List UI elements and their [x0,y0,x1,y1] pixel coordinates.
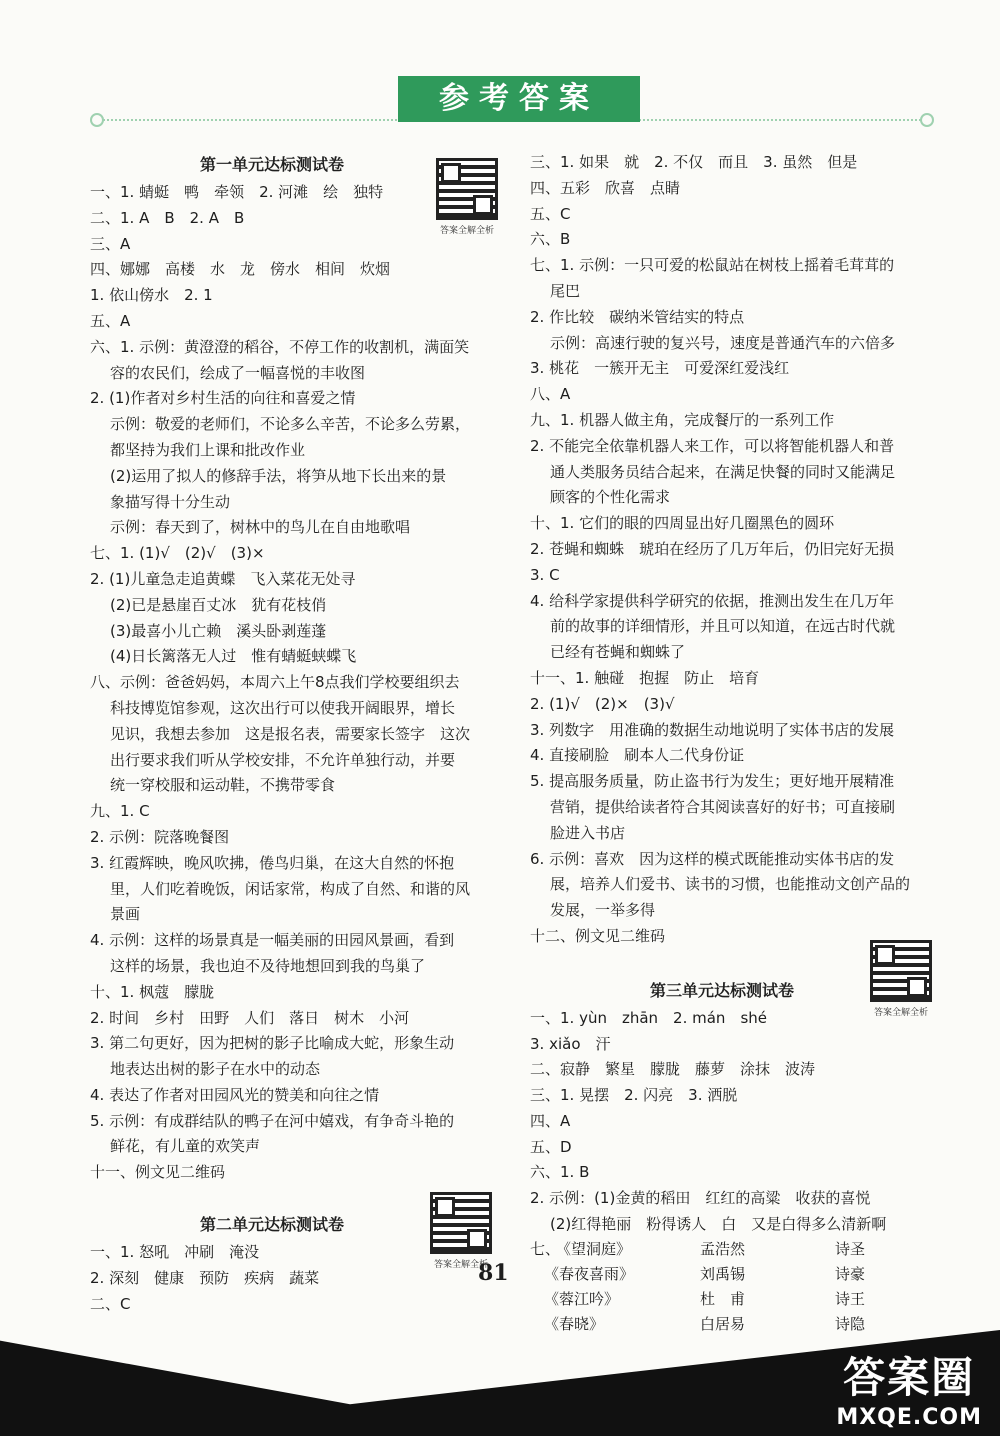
answer-line: 十二、例文见二维码 [530,926,666,945]
poet-title: 诗王 [835,1289,866,1308]
answer-line: 五、C [530,204,571,223]
qr-code-unit2[interactable] [430,1192,492,1254]
answer-line: 景画 [110,905,141,924]
answer-line: (2)已是悬崖百丈冰 犹有花枝俏 [110,595,327,614]
answer-line: 2. 示例：(1)金黄的稻田 红红的高粱 收获的喜悦 [530,1189,871,1208]
qr-label-unit3: 答案全解全析 [873,1008,928,1018]
header-rule-end-right [920,113,934,127]
answer-line: (4)日长篱落无人过 惟有蜻蜓蛱蝶飞 [110,647,357,666]
answer-line: 3. 第二句更好，因为把树的影子比喻成大蛇，形象生动 [90,1034,455,1053]
answer-line: (3)最喜小儿亡赖 溪头卧剥莲蓬 [110,621,327,640]
answer-line: 十一、例文见二维码 [90,1163,226,1182]
answer-line: 九、1. 机器人做主角，完成餐厅的一系列工作 [530,410,835,429]
answer-line: 5. 提高服务质量，防止盗书行为发生；更好地开展精准 [530,772,895,791]
answer-line: 4. 直接刷脸 刷本人二代身份证 [530,746,745,765]
poem-matching [530,1238,942,1342]
unit1-title: 第一单元达标测试卷 [200,155,345,174]
answer-line: 一、1. 蜻蜓 鸭 牵领 2. 河滩 绘 独特 [90,183,384,201]
answer-line: 都坚持为我们上课和批改作业 [110,440,306,459]
answer-line: 六、1. 示例：黄澄澄的稻谷，不停工作的收割机，满面笑 [90,337,470,356]
answer-line: 3. 桃花 一簇开无主 可爱深红爱浅红 [530,359,790,378]
answer-line: 六、1. B [530,1163,590,1182]
answer-line: 二、1. A B 2. A B [90,208,245,227]
answer-line: 2. (1)作者对乡村生活的向往和喜爱之情 [90,389,356,408]
answer-line: (2)运用了拟人的修辞手法，将笋从地下长出来的景 [110,466,447,485]
answer-line: 示例：高速行驶的复兴号，速度是普通汽车的六倍多 [550,333,896,352]
answer-line: 六、B [530,230,571,249]
answer-line: 2. 苍蝇和蜘蛛 琥珀在经历了几万年后，仍旧完好无损 [530,539,895,558]
answer-line: 十、1. 枫蔻 朦胧 [90,982,215,1001]
answer-line: 尾巴 [550,281,581,300]
answer-line: 见识，我想去参加 这是报名表，需要家长签字 这次 [110,724,471,743]
poem-title: 《望洞庭》 [556,1239,632,1258]
poem-title: 《春夜喜雨》 [544,1264,635,1283]
answer-line: 4. 表达了作者对田园风光的赞美和向往之情 [90,1085,380,1104]
answer-line: 通人类服务员结合起来，在满足快餐的同时又能满足 [550,462,896,481]
answer-line: 3. C [530,565,560,584]
answer-line: 示例：春天到了，树林中的鸟儿在自由地歌唱 [110,518,411,537]
answer-line: 已经有苍蝇和蜘蛛了 [550,643,686,662]
answer-line: 鲜花，有儿童的欢笑声 [110,1137,261,1156]
unit3-title: 第三单元达标测试卷 [650,980,795,1000]
answer-line: 里，人们吃着晚饭，闲话家常，构成了自然、和谐的风 [110,879,471,898]
answer-line: 科技博览馆参观，这次出行可以使我开阔眼界，增长 [110,698,456,717]
answer-line: 这样的场景，我也迫不及待地想回到我的鸟巢了 [110,956,426,975]
answer-line: 容的农民们，绘成了一幅喜悦的丰收图 [110,363,366,382]
answer-line: (2)红得艳丽 粉得诱人 白 又是白得多么清新啊 [550,1215,887,1234]
unit2-answers-continued [530,150,942,950]
answer-line: 出行要求我们听从学校安排，不允许单独行动，并要 [110,750,456,769]
unit2-title: 第二单元达标测试卷 [200,1215,345,1235]
qr-code-unit1[interactable] [436,158,498,220]
answer-line: 2. 时间 乡村 田野 人们 落日 树木 小河 [90,1008,410,1027]
page-title: 参考答案 [398,76,640,122]
answer-line: 二、C [90,1294,131,1313]
answer-line: 示例：敬爱的老师们，不论多么辛苦，不论多么劳累， [110,415,471,434]
answer-line: 4. 给科学家提供科学研究的依据，推测出发生在几万年 [530,591,895,610]
answer-line: 展，培养人们爱书、读书的习惯，也能推动文创产品的 [550,875,911,894]
answer-line: 统一穿校服和运动鞋，不携带零食 [110,776,336,795]
header-rule-end-left [90,113,104,127]
poet-name: 刘禹锡 [700,1264,746,1283]
answer-line: 5. 示例：有成群结队的鸭子在河中嬉戏，有争奇斗艳的 [90,1111,455,1130]
answer-line: 2. 不能完全依靠机器人来工作，可以将智能机器人和普 [530,436,895,455]
answer-line: 八、示例：爸爸妈妈，本周六上午8点我们学校要组织去 [90,673,460,692]
answer-line: 七、1. (1)√ (2)√ (3)× [90,544,265,563]
left-column [90,150,502,1317]
answer-line: 八、A [530,385,571,404]
poem-title: 《蓉江吟》 [544,1289,620,1308]
answer-line: 四、娜娜 高楼 水 龙 傍水 相间 炊烟 [90,260,391,279]
answer-line: 3. 列数字 用准确的数据生动地说明了实体书店的发展 [530,720,895,739]
answer-line: 地表达出树的影子在水中的动态 [110,1060,321,1079]
qr-label-unit2: 答案全解全析 [433,1260,488,1270]
answer-line: 2. 示例：院落晚餐图 [90,827,230,846]
unit3-answers [530,1006,942,1238]
answer-line: 前的故事的详细情形，并且可以知道，在远古时代就 [550,617,896,636]
watermark-logo: 答案圈 MXQE.COM [836,1353,982,1430]
answer-line: 2. (1)儿童急走追黄蝶 飞入菜花无处寻 [90,569,356,588]
qr-code-unit3[interactable] [870,940,932,1002]
answer-line: 三、1. 晃摆 2. 闪亮 3. 洒脱 [530,1086,738,1105]
answer-line: 十一、1. 触碰 抱握 防止 培育 [530,668,760,687]
answer-line: 3. xiǎo 汗 [530,1034,611,1053]
answer-line: 四、A [530,1111,571,1130]
right-column [530,150,942,1342]
answer-line: 象描写得十分生动 [110,492,231,511]
poet-title: 诗圣 [835,1239,866,1258]
answer-line: 十、1. 它们的眼的四周显出好几圈黑色的圆环 [530,514,835,533]
answer-line: 七、1. 示例：一只可爱的松鼠站在树枝上摇着毛茸茸的 [530,256,895,275]
qr-label-unit1: 答案全解全析 [439,226,494,236]
poet-title: 诗隐 [835,1314,866,1333]
poet-name: 白居易 [700,1314,746,1333]
answer-line: 发展，一举多得 [550,901,656,920]
answer-line: 一、1. yùn zhān 2. mán shé [530,1008,767,1027]
poet-name: 孟浩然 [700,1239,746,1258]
poet-title: 诗豪 [835,1264,866,1283]
page-number: 81 [478,1260,509,1286]
answer-line: 九、1. C [90,802,150,821]
answer-line: 三、1. 如果 就 2. 不仅 而且 3. 虽然 但是 [530,153,858,171]
answer-line: 五、D [530,1137,572,1156]
answer-line: 4. 示例：这样的场景真是一幅美丽的田园风景画，看到 [90,931,455,950]
answer-line: 四、五彩 欣喜 点睛 [530,178,681,197]
answer-line: 顾客的个性化需求 [550,488,671,507]
answer-line: 2. (1)√ (2)× (3)√ [530,694,675,713]
answer-line: 2. 深刻 健康 预防 疾病 蔬菜 [90,1268,320,1287]
answer-line: 五、A [90,311,131,330]
answer-line: 3. 红霞辉映，晚风吹拂，倦鸟归巢，在这大自然的怀抱 [90,853,455,872]
answer-line: 一、1. 怒吼 冲刷 淹没 [90,1243,260,1262]
answer-line: 脸进入书店 [550,823,626,842]
poem-title: 《春晓》 [544,1314,605,1333]
poet-name: 杜 甫 [700,1289,746,1308]
answer-line: 营销，提供给读者符合其阅读喜好的好书；可直接刷 [550,797,896,816]
answer-line: 1. 依山傍水 2. 1 [90,286,213,305]
answer-line: 三、A [90,234,131,253]
poem-match-label: 七、 [530,1239,561,1258]
answer-line: 6. 示例：喜欢 因为这样的模式既能推动实体书店的发 [530,849,895,868]
unit1-answers [90,180,502,1186]
answer-line: 二、寂静 繁星 朦胧 藤萝 涂抹 波涛 [530,1060,816,1079]
answer-line: 2. 作比较 碳纳米管结实的特点 [530,307,745,326]
